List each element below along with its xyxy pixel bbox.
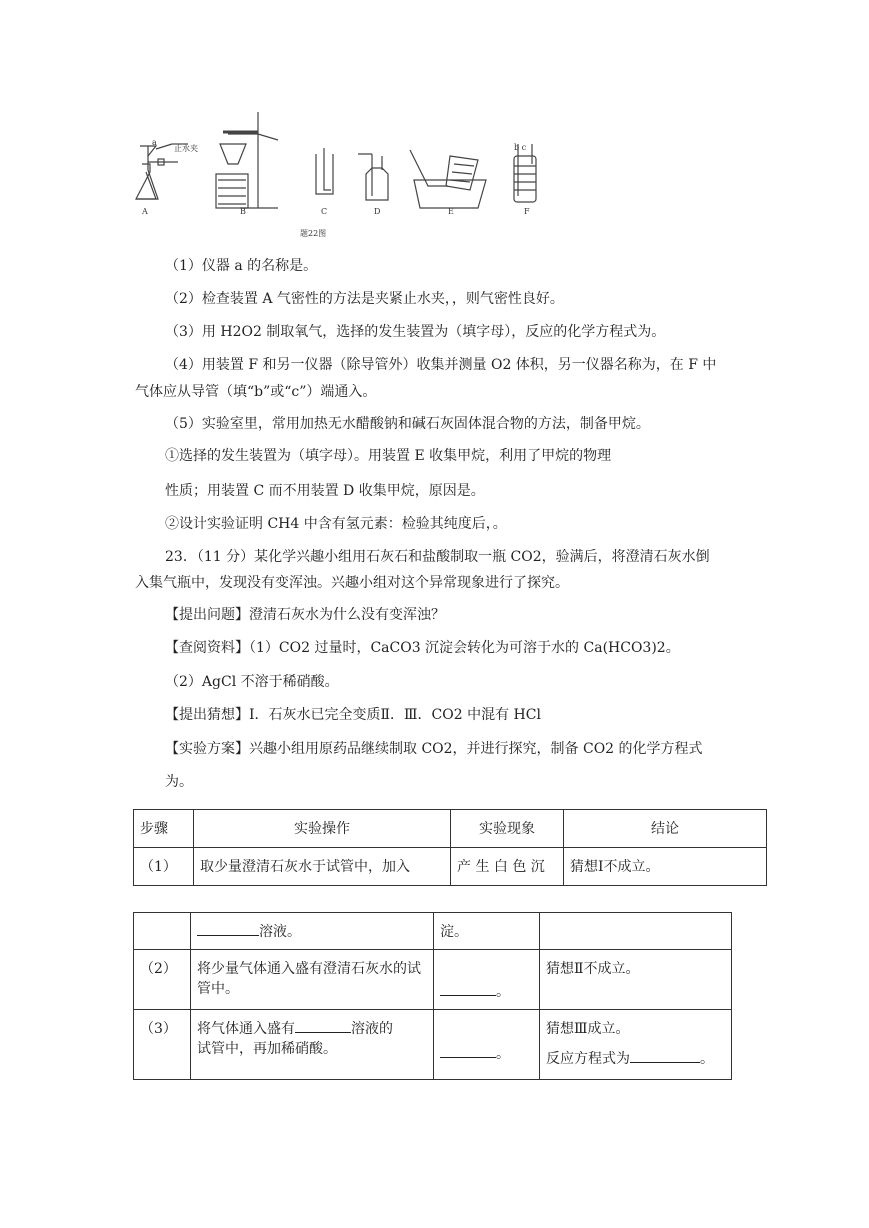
q23-info1: 【查阅资料】（1）CO2 过量时，CaCO3 沉淀会转化为可溶于水的 Ca(HCO3)2。 (165, 640, 680, 656)
bottle-d (366, 168, 388, 200)
row1-phenomenon: 产 生 白 色 沉 (451, 848, 564, 886)
bc-label: b c (514, 143, 527, 152)
row1-cont-op-text: 溶液。 (259, 924, 301, 940)
clip-label: 止水夹 (174, 144, 198, 153)
apparatus-figure (128, 104, 538, 240)
row1-cont-step (134, 913, 191, 950)
row3-operation (191, 1010, 434, 1080)
q22-part2: （2）检查装置 A 气密性的方法是夹紧止水夹，，则气密性良好。 (165, 291, 564, 307)
q23-plan-line1: 【实验方案】兴趣小组用原药品继续制取 CO2，并进行探究，制备 CO2 的化学方程式 (165, 741, 703, 757)
q22-part5-sub1: ①选择的发生装置为（填字母）。用装置 E 收集甲烷，利用了甲烷的物理 (165, 448, 612, 464)
row3-op-b: 溶液的 (351, 1021, 393, 1037)
a-label: a (152, 138, 157, 147)
label-e: E (448, 207, 454, 216)
row3-concl-a: 猜想Ⅲ成立。 (546, 1021, 630, 1037)
header-conclusion: 结论 (564, 810, 767, 848)
q23-intro-line2: 入集气瓶中，发现没有变浑浊。兴趣小组对这个异常现象进行了探究。 (135, 575, 569, 591)
q23-plan-line2: 为。 (165, 774, 193, 790)
flask-a (136, 164, 156, 199)
q22-part5-sub1-cont: 性质；用装置 C 而不用装置 D 收集甲烷，原因是。 (165, 483, 485, 499)
experiment-table-bottom (133, 912, 732, 1080)
q23-hypothesis: 【提出猜想】Ⅰ．石灰水已完全变质Ⅱ．Ⅲ．CO2 中混有 HCl (165, 707, 541, 723)
row3-phen-end: 。 (496, 1045, 510, 1062)
q22-part3: （3）用 H2O2 制取氧气，选择的发生装置为（填字母），反应的化学方程式为。 (165, 324, 666, 340)
q23-intro-line1: 23．（11 分）某化学兴趣小组用石灰石和盐酸制取一瓶 CO2，验满后，将澄清石灰水倒 (165, 549, 710, 565)
blank-reagent-3 (295, 1018, 351, 1033)
bottle-f (514, 156, 536, 202)
row1-cont-phenomenon: 淀。 (434, 913, 540, 950)
header-step: 步骤 (134, 810, 194, 848)
row3-phenomenon (434, 1010, 540, 1080)
row3-concl-end: 。 (700, 1051, 714, 1067)
row2-operation: 将少量气体通入盛有澄清石灰水的试管中。 (191, 950, 434, 1010)
row1-cont-operation (191, 913, 434, 950)
header-operation: 实验操作 (194, 810, 451, 848)
stand-b (240, 112, 278, 208)
row3-conclusion (540, 1010, 732, 1080)
q22-part1: （1）仪器 a 的名称是。 (165, 258, 318, 274)
figure-caption: 题22图 (300, 229, 327, 238)
q22-part4-line1: （4）用装置 F 和另一仪器（除导管外）收集并测量 O2 体积，另一仪器名称为，在 F 中 (165, 357, 717, 373)
label-b: B (240, 207, 246, 216)
row3-step: （3） (134, 1010, 191, 1080)
row1-operation: 取少量澄清石灰水于试管中，加入 (194, 848, 451, 886)
trough-e (414, 180, 486, 208)
q22-part4-line2: 气体应从导管（填“b”或“c”）端通入。 (135, 384, 377, 400)
blank-phenomenon-3 (440, 1043, 496, 1058)
q22-part5-sub2: ②设计实验证明 CH4 中含有氢元素：检验其纯度后，。 (165, 516, 507, 532)
label-f: F (524, 207, 530, 216)
row1-cont-conclusion (540, 913, 732, 950)
row2-phen-end: 。 (496, 984, 510, 1000)
row2-conclusion: 猜想Ⅱ不成立。 (540, 950, 732, 1010)
row1-step: （1） (134, 848, 194, 886)
blank-reagent (197, 921, 259, 936)
row3-concl-b: 反应方程式为 (546, 1051, 630, 1067)
blank-equation (630, 1048, 700, 1063)
label-a: A (142, 207, 148, 216)
row3-op-a: 将气体通入盛有 (197, 1021, 295, 1037)
blank-phenomenon-2 (440, 981, 496, 996)
apparatus-diagram (128, 104, 538, 240)
row1-conclusion: 猜想Ⅰ不成立。 (564, 848, 767, 886)
experiment-table-top (133, 809, 767, 886)
q22-part5: （5）实验室里，常用加热无水醋酸钠和碱石灰固体混合物的方法，制备甲烷。 (165, 416, 650, 432)
label-d: D (374, 207, 381, 216)
header-phenomenon: 实验现象 (451, 810, 564, 848)
row3-op-c: 试管中，再加稀硝酸。 (197, 1041, 337, 1057)
q23-question: 【提出问题】澄清石灰水为什么没有变浑浊？ (165, 607, 445, 623)
row2-step: （2） (134, 950, 191, 1010)
label-c: C (321, 207, 328, 216)
row2-phenomenon (434, 950, 540, 1010)
q23-info2: （2）AgCl 不溶于稀硝酸。 (165, 674, 339, 690)
